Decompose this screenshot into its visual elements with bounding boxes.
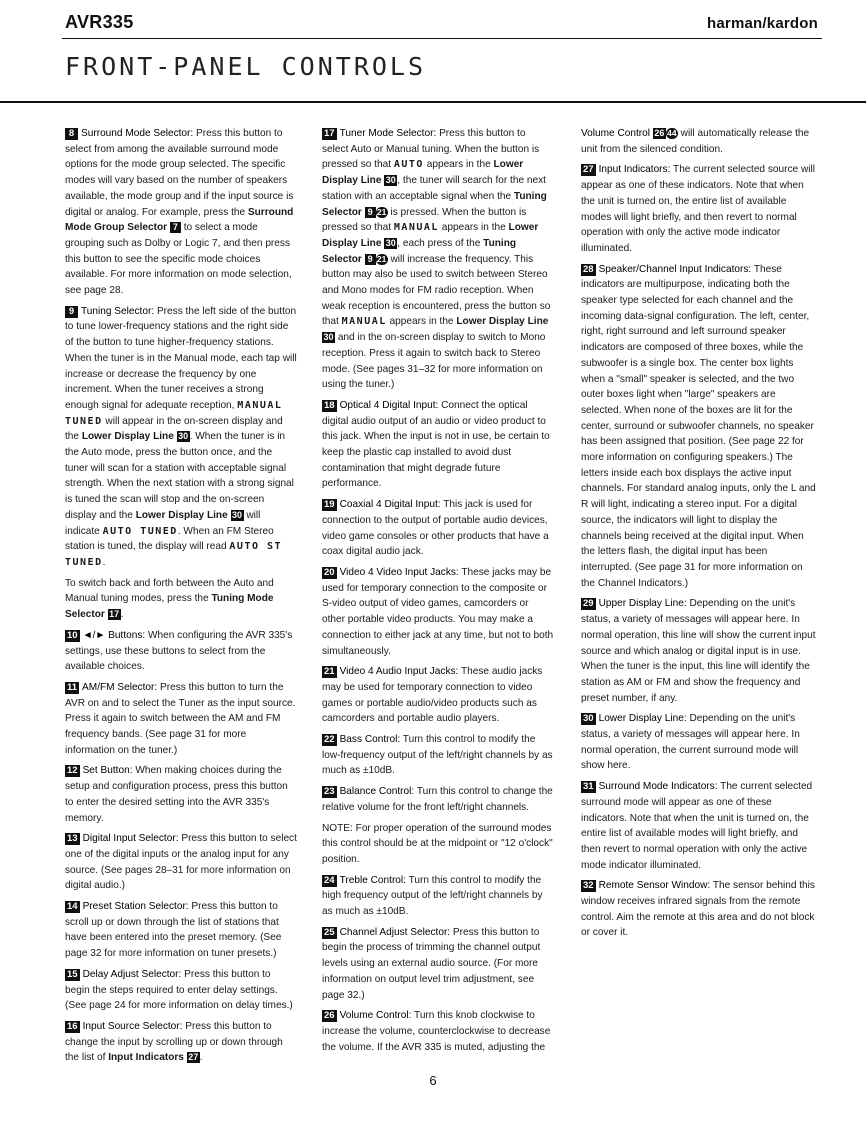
- item-number: 11: [67, 681, 78, 693]
- ref-badge: 17: [109, 609, 120, 620]
- item-number: 20: [324, 566, 335, 578]
- item-26-continued: Volume Control 26 44 will automatically release the unit from the silenced condition.: [581, 128, 810, 155]
- display-text: AUTO: [393, 159, 424, 171]
- item-number: 24: [324, 874, 335, 886]
- ref-badge: 30: [178, 431, 189, 442]
- item-11: 11 AM/FM Selector: Press this button to turn the AVR on and to select the Tuner as the input source. Press it again to switch between the AM and FM frequency bands. (See page 31 for more information on the tuner.): [65, 681, 296, 756]
- item-number: 23: [324, 786, 335, 798]
- item-26: 26 Volume Control: Turn this knob clockwise to increase the volume, counterclockwise to decrease the volume. If the AVR 335 is muted, adjusting the: [322, 1010, 551, 1053]
- display-text: MANUAL TUNED: [65, 399, 283, 427]
- item-number: 28: [583, 263, 594, 275]
- remote-ref-badge: 21: [376, 206, 387, 217]
- item-29: 29 Upper Display Line: Depending on the unit's status, a variety of messages will appear here. In normal operation, this line will show the current input source and which analog or digital input is in use. When the tuner is the input, this line will identify the station as AM or FM and show the frequency and preset number, if any.: [581, 598, 816, 704]
- item-number: 8: [65, 128, 78, 140]
- brand-name: harman/kardon: [707, 15, 818, 32]
- item-number: 18: [324, 399, 335, 411]
- display-text: AUTO TUNED: [102, 525, 178, 537]
- item-number: 27: [583, 164, 594, 176]
- remote-ref-badge: 21: [376, 253, 387, 264]
- item-number: 19: [324, 499, 335, 511]
- model-name: AVR335: [65, 12, 134, 32]
- balance-note: NOTE: For proper operation of the surround modes this control should be at the midpoint or "12 o'clock" position.: [322, 822, 553, 865]
- item-number: 13: [67, 833, 78, 845]
- item-28: 28 Speaker/Channel Input Indicators: These indicators are multipurpose, indicating both the speaker type selected for each channel and the incoming data-signal configuration. The left, center, right, right surround and left surround speaker indicators are composed of three boxes, while the subwoofer is a single box. The center box lights when a "small" speaker is selected, and the two outer boxes light when "large" speakers are selected. When none of the boxes are lit for the center, surround or subwoofer channels, no speaker has been assigned that position. (See page 22 for more information on configuring speakers.) The letters inside each box displays the active input channels. For standard analog inputs, only the L and R will light, indicating a stereo input. For a digital source, the indicators will light to display the channels being received at the digital input. When the letters flash, the digital input has been interrupted. (See page 31 for more information on the Channel Indicators.): [581, 263, 816, 589]
- item-13: 13 Digital Input Selector: Press this button to select one of the digital inputs or the analog input for any source. (See pages 28–31 for more information on digital audio.): [65, 833, 297, 892]
- item-23: 23 Balance Control: Turn this control to change the relative volume for the front left/right channels.: [322, 786, 553, 813]
- column-3: [581, 126, 817, 946]
- title-rule: [0, 101, 866, 103]
- ref-badge: 9: [365, 207, 376, 218]
- item-number: 25: [324, 926, 335, 938]
- item-25: 25 Channel Adjust Selector: Press this button to begin the process of trimming the channel output levels using an external audio source. (For more information on output level trim adjustment, see page 32.): [322, 926, 541, 1001]
- item-32: 32 Remote Sensor Window: The sensor behind this window receives infrared signals from the remote control. Aim the remote at this area and do not block or cover it.: [581, 880, 815, 939]
- ref-badge: 30: [232, 509, 243, 520]
- display-text: MANUAL: [341, 316, 387, 328]
- item-27: 27 Input Indicators: The current selected source will appear as one of these indicators. Note that when the unit is turned on, the entire list of available modes will light briefly, and then revert to normal operation with only the active mode indicator illuminated.: [581, 164, 815, 254]
- item-number: 26: [324, 1010, 335, 1022]
- ref-badge: 30: [323, 332, 334, 343]
- item-number: 32: [583, 880, 594, 892]
- item-number: 15: [67, 968, 78, 980]
- item-14: 14 Preset Station Selector: Press this button to scroll up or down through the list of stations that have been entered into the preset memory. (See page 32 for more information on tuner presets.): [65, 901, 282, 960]
- item-19: 19 Coaxial 4 Digital Input: This jack is used for connection to the output of portable audio devices, video game consoles or other products that have a coax digital audio jack.: [322, 499, 549, 558]
- item-number: 10: [67, 629, 78, 641]
- item-24: 24 Treble Control: Turn this control to modify the high frequency output of the left/right channels by as much as ±10dB.: [322, 874, 543, 918]
- ref-badge: 30: [385, 175, 396, 186]
- ref-badge: 7: [170, 222, 181, 233]
- item-number: 12: [67, 765, 78, 777]
- item-number: 21: [324, 666, 335, 678]
- column-1: [65, 126, 297, 1071]
- column-2: [322, 126, 554, 1060]
- page-number: 6: [429, 1073, 437, 1088]
- remote-ref-badge: 44: [667, 128, 677, 138]
- item-17: 17 Tuner Mode Selector: Press this button to select Auto or Manual tuning. When the button is pressed so that AUTO appears in the Lower Display Line 30 , the tuner will search for the next station with an acceptable signal when the Tuning Selector 9 21 is pressed. When the button is pressed so that MANUAL appears in the Lower Display Line 30 , each press of the Tuning Selector 9 21 will increase the frequency. This button may also be used to switch between Stereo and Mono modes for FM radio reception. When weak reception is encountered, press the button so that MANUAL appears in the Lower Display Line 30 and in the on-screen display to switch to Mono reception. Press it again to switch back to Stereo mode. (See pages 31–32 for more information on using the tuner.): [322, 128, 551, 391]
- header-rule: [62, 38, 822, 39]
- item-20: 20 Video 4 Video Input Jacks: These jacks may be used for temporary connection to the composite or S-video output of video games, camcorders or other portable video products. You may make a connection to either jack at any time, but not to both simultaneously.: [322, 566, 554, 657]
- item-number: 17: [324, 128, 335, 139]
- display-text: AUTO ST TUNED: [65, 541, 283, 568]
- item-31: 31 Surround Mode Indicators: The current selected surround mode will appear as one of these indicators. Note that when the unit is turned on, the entire list of available modes will light briefly, and then revert to normal operation with only the active mode indicator illuminated.: [581, 781, 813, 871]
- item-30: 30 Lower Display Line: Depending on the unit's status, a variety of messages will appear here. In normal operation, the current surround mode will show here.: [581, 713, 800, 772]
- ref-badge: 27: [188, 1052, 199, 1063]
- item-number: 30: [583, 713, 594, 725]
- item-18: 18 Optical 4 Digital Input: Connect the optical digital audio output of an audio or video product to this jack. When the input is not in use, be certain to keep the plastic cap installed to avoid dust contamination that might degrade future performance.: [322, 399, 550, 490]
- item-10: 10 ◄/► Buttons: When configuring the AVR 335's settings, use these buttons to select from the available choices.: [65, 629, 293, 673]
- item-number: 14: [67, 901, 78, 913]
- item-8: 8 Surround Mode Selector: Press this button to select from among the available surround mode options for the mode group selected. The specific modes will vary based on the number of speakers available, the mode group and if the input source is digital or analog. For example, press the Surround Mode Group Selector 7 to select a mode grouping such as Dolby or Logic 7, and then press this button to see the specific mode choices available. For more information on mode selection, see page 28.: [65, 128, 294, 297]
- item-9-note: To switch back and forth between the Auto and Manual tuning modes, press the Tuning Mode Selector 17 .: [65, 577, 274, 621]
- ref-badge: 9: [365, 254, 376, 265]
- item-number: 9: [65, 306, 78, 318]
- item-number: 31: [583, 781, 594, 793]
- display-text: MANUAL: [393, 222, 439, 234]
- item-12: 12 Set Button: When making choices during the setup and configuration process, press this button to enter the desired setting into the AVR 335's memory.: [65, 765, 288, 824]
- item-21: 21 Video 4 Audio Input Jacks: These audio jacks may be used for temporary connection to video games or portable audio/video products such as camcorders and portable audio players.: [322, 666, 543, 725]
- item-number: 16: [67, 1020, 78, 1032]
- ref-badge: 26: [654, 128, 665, 138]
- item-9: 9 Tuning Selector: Press the left side of the button to tune lower-frequency stations and the right side of the button to tune higher-frequency stations. When the tuner is in the Manual mode, each tap will increase or decrease the frequency by one increment. When the tuner receives a strong enough signal for adequate reception, MANUAL TUNED will appear in the on-screen display and the Lower Display Line 30 . When the tuner is in the Auto mode, press the button once, and the tuner will scan for a station with acceptable signal strength. When the next station with a strong signal is tuned the scan will stop and the on-screen display and the Lower Display Line 30 will indicate AUTO TUNED. When an FM Stereo station is tuned, the display will read AUTO ST TUNED.: [65, 305, 297, 568]
- ref-badge: 30: [385, 237, 396, 248]
- item-22: 22 Bass Control: Turn this control to modify the low-frequency output of the left/right channels by as much as ±10dB.: [322, 734, 553, 777]
- page-title: FRONT-PANEL CONTROLS: [65, 52, 427, 81]
- item-16: 16 Input Source Selector: Press this button to change the input by scrolling up or down through the list of Input Indicators 27 .: [65, 1020, 283, 1064]
- item-15: 15 Delay Adjust Selector: Press this button to begin the steps required to enter delay settings. (See page 24 for more information on delay times.): [65, 968, 293, 1012]
- item-number: 22: [324, 734, 335, 746]
- item-number: 29: [583, 598, 594, 610]
